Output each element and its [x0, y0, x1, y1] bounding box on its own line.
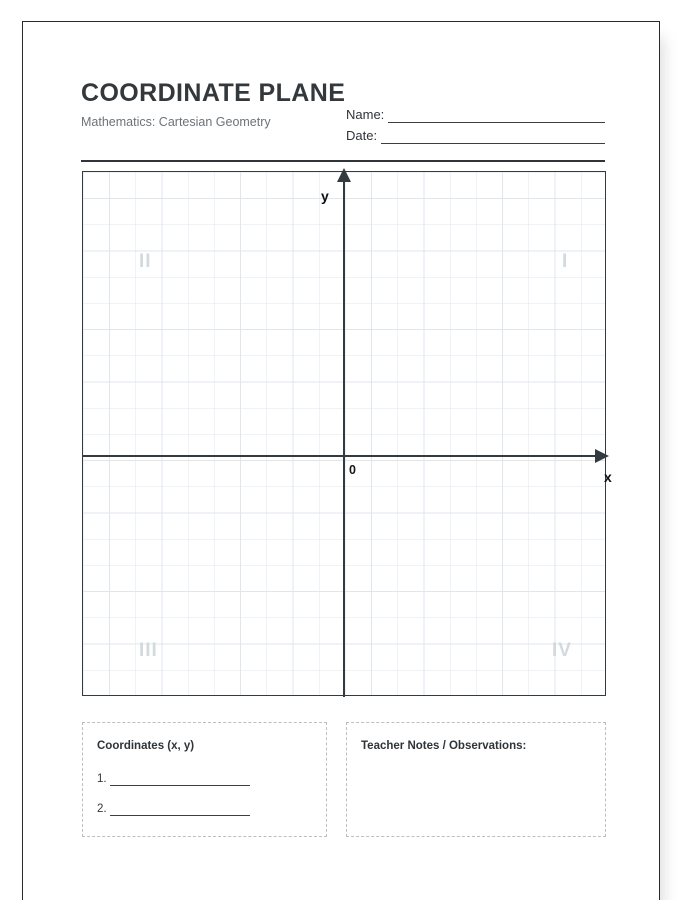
worksheet-page-inner	[23, 22, 661, 900]
list-item[interactable]	[97, 766, 312, 786]
coordinates-panel[interactable]	[82, 722, 327, 837]
quadrant-label-iv: IV	[552, 640, 572, 661]
coordinate-input-line-1[interactable]	[110, 773, 250, 786]
page-title: COORDINATE PLANE	[81, 79, 346, 107]
coordinate-input-line-2[interactable]	[110, 803, 250, 816]
teacher-notes-panel[interactable]	[346, 722, 606, 837]
name-input-line[interactable]	[388, 110, 605, 123]
list-item[interactable]	[97, 796, 312, 816]
quadrant-label-ii: II	[139, 251, 152, 272]
coordinate-entry-number-2: 2.	[97, 803, 107, 815]
name-field-row[interactable]	[346, 104, 605, 123]
x-axis-label: x	[604, 469, 612, 485]
y-axis-line	[343, 178, 345, 697]
quadrant-label-iii: III	[139, 640, 158, 661]
coordinate-plane[interactable]	[82, 171, 612, 696]
date-input-line[interactable]	[381, 131, 605, 144]
worksheet-page	[22, 21, 660, 900]
worksheet-header	[81, 79, 605, 164]
header-divider	[81, 160, 605, 162]
teacher-notes-panel-title: Teacher Notes / Observations:	[361, 740, 527, 752]
coordinate-entry-number-1: 1.	[97, 773, 107, 785]
x-axis-arrow-icon	[595, 449, 609, 463]
y-axis-arrow-icon	[337, 168, 351, 182]
coordinates-panel-title: Coordinates (x, y)	[97, 740, 195, 752]
name-field-label: Name:	[346, 107, 385, 122]
coordinates-entry-list	[97, 766, 312, 826]
date-field-label: Date:	[346, 128, 378, 143]
quadrant-label-i: I	[562, 251, 569, 272]
date-field-row[interactable]	[346, 125, 605, 144]
title-block	[81, 79, 361, 131]
origin-label: 0	[349, 463, 356, 477]
page-subtitle: Mathematics: Cartesian Geometry	[81, 115, 271, 129]
student-info-fields	[346, 104, 605, 146]
y-axis-label: y	[321, 188, 329, 204]
x-axis-line	[83, 455, 601, 457]
grid-area[interactable]	[82, 171, 612, 696]
